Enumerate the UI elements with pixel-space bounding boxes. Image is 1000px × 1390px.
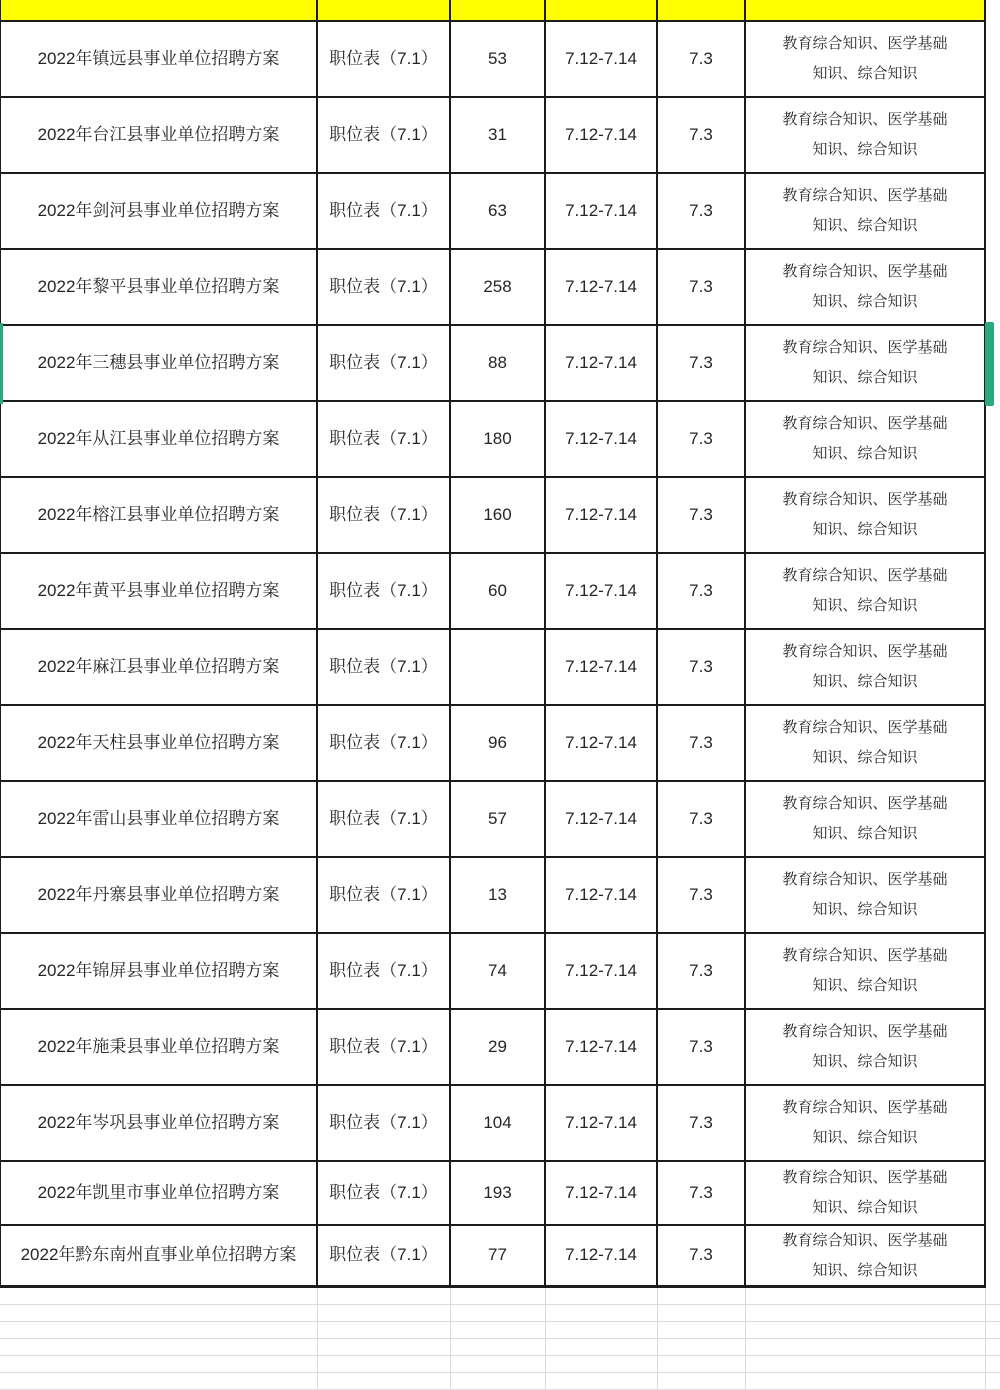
table-row[interactable]	[1, 326, 986, 402]
cell-plan[interactable]: 2022年镇远县事业单位招聘方案	[1, 22, 318, 96]
table-row[interactable]	[1, 782, 986, 858]
cell-position-table[interactable]: 职位表（7.1）	[318, 934, 451, 1008]
cell-plan[interactable]: 2022年凯里市事业单位招聘方案	[1, 1162, 318, 1224]
cell-date-range[interactable]: 7.12-7.14	[546, 554, 658, 628]
cell-plan[interactable]: 2022年三穗县事业单位招聘方案	[1, 326, 318, 400]
cell-plan[interactable]: 2022年台江县事业单位招聘方案	[1, 98, 318, 172]
cell-position-table[interactable]: 职位表（7.1）	[318, 1162, 451, 1224]
cell-position-table[interactable]: 职位表（7.1）	[318, 402, 451, 476]
subjects-line-2: 知识、综合知识	[812, 1129, 918, 1146]
subjects-line-1: 教育综合知识、医学基础	[782, 1231, 948, 1249]
table-body	[1, 22, 986, 1288]
cell-position-table[interactable]: 职位表（7.1）	[318, 174, 451, 248]
subjects-line-2: 知识、综合知识	[812, 673, 918, 690]
cell-subjects[interactable]	[746, 1226, 986, 1285]
cell-exam-date[interactable]: 7.3	[658, 1226, 746, 1285]
cell-date-range[interactable]: 7.12-7.14	[546, 22, 658, 96]
cell-date-range[interactable]: 7.12-7.14	[546, 326, 658, 400]
cell-date-range[interactable]: 7.12-7.14	[546, 1162, 658, 1224]
cell-date-range[interactable]: 7.12-7.14	[546, 630, 658, 704]
subjects-line-2: 知识、综合知识	[812, 977, 918, 994]
cell-count[interactable]: 57	[451, 782, 546, 856]
cell-subjects[interactable]	[746, 782, 986, 856]
cell-plan[interactable]: 2022年麻江县事业单位招聘方案	[1, 630, 318, 704]
cell-date-range[interactable]: 7.12-7.14	[546, 1086, 658, 1160]
cell-plan[interactable]: 2022年岑巩县事业单位招聘方案	[1, 1086, 318, 1160]
subjects-line-1: 教育综合知识、医学基础	[782, 1023, 948, 1040]
cell-plan[interactable]: 2022年天柱县事业单位招聘方案	[1, 706, 318, 780]
cell-subjects[interactable]	[746, 934, 986, 1008]
subjects-line-2: 知识、综合知识	[812, 825, 918, 842]
subjects-line-1: 教育综合知识、医学基础	[782, 35, 948, 52]
subjects-line-1: 教育综合知识、医学基础	[782, 719, 948, 736]
table-row[interactable]	[1, 250, 986, 326]
cell-position-table[interactable]: 职位表（7.1）	[318, 782, 451, 856]
subjects-line-2: 知识、综合知识	[812, 597, 918, 614]
header-cell-count[interactable]	[451, 0, 546, 22]
cell-date-range[interactable]: 7.12-7.14	[546, 934, 658, 1008]
cell-count[interactable]: 29	[451, 1010, 546, 1084]
cell-plan[interactable]: 2022年雷山县事业单位招聘方案	[1, 782, 318, 856]
cell-exam-date[interactable]: 7.3	[658, 98, 746, 172]
table-row[interactable]	[1, 554, 986, 630]
cell-exam-date[interactable]: 7.3	[658, 326, 746, 400]
cell-position-table[interactable]: 职位表（7.1）	[318, 630, 451, 704]
cell-count[interactable]: 96	[451, 706, 546, 780]
subjects-line-1: 教育综合知识、医学基础	[782, 339, 948, 356]
cell-exam-date[interactable]: 7.3	[658, 250, 746, 324]
subjects-line-1: 教育综合知识、医学基础	[782, 643, 948, 660]
cell-count[interactable]: 180	[451, 402, 546, 476]
table-row[interactable]	[1, 858, 986, 934]
cell-position-table[interactable]: 职位表（7.1）	[318, 98, 451, 172]
cell-position-table[interactable]: 职位表（7.1）	[318, 326, 451, 400]
cell-subjects[interactable]	[746, 1162, 986, 1224]
cell-count[interactable]: 160	[451, 478, 546, 552]
cell-count[interactable]: 258	[451, 250, 546, 324]
header-cell-date[interactable]	[658, 0, 746, 22]
subjects-line-2: 知识、综合知识	[812, 1053, 918, 1070]
subjects-line-2: 知识、综合知识	[812, 1199, 918, 1216]
subjects-line-1: 教育综合知识、医学基础	[782, 871, 948, 888]
cell-subjects[interactable]	[746, 554, 986, 628]
table-row[interactable]	[1, 934, 986, 1010]
cell-exam-date[interactable]: 7.3	[658, 1086, 746, 1160]
cell-subjects[interactable]	[746, 1086, 986, 1160]
table-row[interactable]	[1, 478, 986, 554]
cell-date-range[interactable]: 7.12-7.14	[546, 782, 658, 856]
subjects-line-1: 教育综合知识、医学基础	[782, 111, 948, 128]
cell-exam-date[interactable]: 7.3	[658, 934, 746, 1008]
cell-subjects[interactable]	[746, 98, 986, 172]
cell-subjects[interactable]	[746, 1010, 986, 1084]
header-cell-subjects[interactable]	[746, 0, 986, 22]
cell-position-table[interactable]: 职位表（7.1）	[318, 478, 451, 552]
subjects-line-1: 教育综合知识、医学基础	[782, 263, 948, 280]
cell-subjects[interactable]	[746, 402, 986, 476]
cell-count[interactable]: 88	[451, 326, 546, 400]
cell-exam-date[interactable]: 7.3	[658, 1162, 746, 1224]
cell-date-range[interactable]: 7.12-7.14	[546, 706, 658, 780]
cell-subjects[interactable]	[746, 478, 986, 552]
cell-date-range[interactable]: 7.12-7.14	[546, 1010, 658, 1084]
cell-position-table[interactable]: 职位表（7.1）	[318, 1226, 451, 1285]
cell-plan[interactable]: 2022年剑河县事业单位招聘方案	[1, 174, 318, 248]
subjects-line-2: 知识、综合知识	[812, 141, 918, 158]
header-cell-position-table[interactable]	[318, 0, 451, 22]
cell-subjects[interactable]	[746, 250, 986, 324]
subjects-line-2: 知识、综合知识	[812, 217, 918, 234]
table-row[interactable]	[1, 1162, 986, 1226]
cell-exam-date[interactable]: 7.3	[658, 478, 746, 552]
cell-plan[interactable]: 2022年黎平县事业单位招聘方案	[1, 250, 318, 324]
cell-count[interactable]	[451, 630, 546, 704]
subjects-line-2: 知识、综合知识	[812, 521, 918, 538]
cell-exam-date[interactable]: 7.3	[658, 554, 746, 628]
cell-exam-date[interactable]: 7.3	[658, 22, 746, 96]
subjects-line-2: 知识、综合知识	[812, 369, 918, 386]
subjects-line-2: 知识、综合知识	[812, 901, 918, 918]
header-row	[1, 0, 986, 22]
table-row[interactable]	[1, 402, 986, 478]
cell-date-range[interactable]: 7.12-7.14	[546, 250, 658, 324]
table-row[interactable]	[1, 1010, 986, 1086]
table-row[interactable]	[1, 706, 986, 782]
cell-count[interactable]: 53	[451, 22, 546, 96]
cell-subjects[interactable]	[746, 174, 986, 248]
subjects-line-2: 知识、综合知识	[812, 65, 918, 82]
cell-date-range[interactable]: 7.12-7.14	[546, 478, 658, 552]
cell-count[interactable]: 63	[451, 174, 546, 248]
cell-plan[interactable]: 2022年施秉县事业单位招聘方案	[1, 1010, 318, 1084]
table-row[interactable]	[1, 1086, 986, 1162]
subjects-line-1: 教育综合知识、医学基础	[782, 567, 948, 584]
cell-subjects[interactable]	[746, 706, 986, 780]
cell-plan[interactable]: 2022年榕江县事业单位招聘方案	[1, 478, 318, 552]
header-cell-date-range[interactable]	[546, 0, 658, 22]
cell-position-table[interactable]: 职位表（7.1）	[318, 250, 451, 324]
cell-position-table[interactable]: 职位表（7.1）	[318, 1086, 451, 1160]
cell-date-range[interactable]: 7.12-7.14	[546, 98, 658, 172]
cell-exam-date[interactable]: 7.3	[658, 706, 746, 780]
cell-plan[interactable]: 2022年黔东南州直事业单位招聘方案	[1, 1226, 318, 1285]
subjects-line-2: 知识、综合知识	[812, 1261, 918, 1279]
table-row[interactable]	[1, 630, 986, 706]
cell-position-table[interactable]: 职位表（7.1）	[318, 1010, 451, 1084]
cell-count[interactable]: 193	[451, 1162, 546, 1224]
subjects-line-1: 教育综合知识、医学基础	[782, 1169, 948, 1186]
cell-count[interactable]: 60	[451, 554, 546, 628]
subjects-line-1: 教育综合知识、医学基础	[782, 795, 948, 812]
subjects-line-2: 知识、综合知识	[812, 749, 918, 766]
header-cell-plan[interactable]	[1, 0, 318, 22]
subjects-line-1: 教育综合知识、医学基础	[782, 187, 948, 204]
cell-count[interactable]: 74	[451, 934, 546, 1008]
cell-date-range[interactable]: 7.12-7.14	[546, 402, 658, 476]
subjects-line-1: 教育综合知识、医学基础	[782, 947, 948, 964]
cell-exam-date[interactable]: 7.3	[658, 402, 746, 476]
cell-subjects[interactable]	[746, 858, 986, 932]
cell-plan[interactable]: 2022年从江县事业单位招聘方案	[1, 402, 318, 476]
subjects-line-1: 教育综合知识、医学基础	[782, 1099, 948, 1116]
cell-date-range[interactable]: 7.12-7.14	[546, 174, 658, 248]
table-row[interactable]	[1, 1226, 986, 1288]
cell-exam-date[interactable]: 7.3	[658, 174, 746, 248]
cell-count[interactable]: 104	[451, 1086, 546, 1160]
selection-handle[interactable]	[985, 322, 994, 406]
table-row[interactable]	[1, 22, 986, 98]
cell-exam-date[interactable]: 7.3	[658, 630, 746, 704]
cell-date-range[interactable]: 7.12-7.14	[546, 858, 658, 932]
cell-plan[interactable]: 2022年锦屏县事业单位招聘方案	[1, 934, 318, 1008]
cell-position-table[interactable]: 职位表（7.1）	[318, 554, 451, 628]
cell-date-range[interactable]: 7.12-7.14	[546, 1226, 658, 1285]
cell-exam-date[interactable]: 7.3	[658, 782, 746, 856]
cell-count[interactable]: 13	[451, 858, 546, 932]
cell-count[interactable]: 77	[451, 1226, 546, 1285]
cell-position-table[interactable]: 职位表（7.1）	[318, 706, 451, 780]
cell-count[interactable]: 31	[451, 98, 546, 172]
empty-spreadsheet-cells[interactable]	[0, 1288, 1000, 1390]
subjects-line-1: 教育综合知识、医学基础	[782, 491, 948, 508]
subjects-line-2: 知识、综合知识	[812, 445, 918, 462]
cell-subjects[interactable]	[746, 630, 986, 704]
cell-exam-date[interactable]: 7.3	[658, 1010, 746, 1084]
cell-plan[interactable]: 2022年黄平县事业单位招聘方案	[1, 554, 318, 628]
cell-position-table[interactable]: 职位表（7.1）	[318, 22, 451, 96]
table-row[interactable]	[1, 98, 986, 174]
cell-subjects[interactable]	[746, 326, 986, 400]
table-row[interactable]	[1, 174, 986, 250]
subjects-line-1: 教育综合知识、医学基础	[782, 415, 948, 432]
cell-plan[interactable]: 2022年丹寨县事业单位招聘方案	[1, 858, 318, 932]
subjects-line-2: 知识、综合知识	[812, 293, 918, 310]
cell-position-table[interactable]: 职位表（7.1）	[318, 858, 451, 932]
cell-exam-date[interactable]: 7.3	[658, 858, 746, 932]
cell-subjects[interactable]	[746, 22, 986, 96]
